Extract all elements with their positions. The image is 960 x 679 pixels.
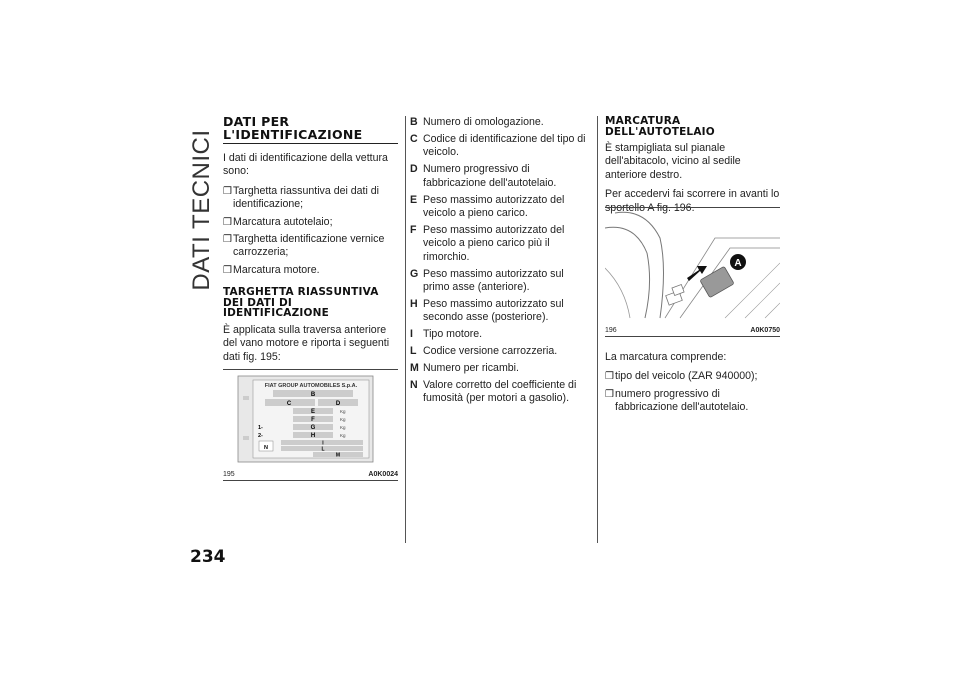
chassis-marking-illustration — [605, 208, 780, 323]
column-1 — [223, 116, 398, 370]
svg-text:I: I — [322, 440, 324, 447]
svg-text:M: M — [335, 452, 341, 459]
definition-item: L Codice versione carrozzeria. — [410, 345, 558, 358]
identification-plate-illustration — [223, 374, 398, 469]
column-2 — [410, 116, 590, 409]
list-item: ❒Marcatura motore. — [223, 263, 320, 276]
list-item: ❒Targhetta riassuntiva dei dati di identificazione; — [223, 184, 380, 211]
paragraph: Per accedervi fai scorrere in avanti lo sportello A fig. 196. — [605, 188, 780, 214]
svg-text:1-: 1- — [258, 425, 263, 431]
list-item: ❒numero progressivo di fabbricazione dell'autotelaio. — [605, 387, 749, 414]
section-heading: MARCATURA DELL'AUTOTELAIO — [605, 115, 715, 138]
definition-item: N Valore corretto del coefficiente di fumosità (per motori a gasolio). — [410, 378, 577, 405]
svg-text:F: F — [311, 417, 315, 423]
paragraph: È stampigliata sul pianale dell'abitacolo, vicino al sedile anteriore destro. — [605, 142, 741, 181]
column-divider — [405, 116, 406, 543]
chapter-side-title-text: DATI TECNICI — [188, 129, 215, 291]
list-item: ❒tipo del veicolo (ZAR 940000); — [605, 370, 758, 383]
section-heading: DATI PER L'IDENTIFICAZIONE — [223, 116, 398, 144]
svg-text:L: L — [321, 446, 325, 453]
checkbox-bullet-icon: ❒ — [223, 185, 232, 197]
figure-196 — [605, 207, 780, 337]
definition-item: F Peso massimo autorizzato del veicolo a pieno carico più il rimorchio. — [410, 223, 565, 263]
definition-item: M Numero per ricambi. — [410, 362, 519, 374]
definition-item: B Numero di omologazione. — [410, 116, 544, 128]
intro-text: I dati di identificazione della vettura sono: — [223, 152, 388, 178]
list-item: ❒Marcatura autotelaio; — [223, 215, 333, 228]
svg-text:B: B — [310, 392, 316, 398]
definition-item: I Tipo motore. — [410, 328, 483, 341]
checkbox-bullet-icon: ❒ — [223, 234, 232, 246]
svg-text:G: G — [310, 425, 316, 431]
checkbox-bullet-icon: ❒ — [223, 264, 232, 276]
definition-item: E Peso massimo autorizzato del veicolo a pieno carico. — [410, 193, 565, 219]
svg-text:N: N — [264, 445, 268, 451]
svg-text:Kg: Kg — [340, 417, 346, 422]
svg-text:A: A — [734, 258, 742, 269]
checkbox-bullet-icon: ❒ — [605, 371, 614, 383]
svg-text:2-: 2- — [258, 433, 263, 439]
svg-text:Kg: Kg — [340, 425, 346, 430]
paragraph: La marcatura comprende: — [605, 351, 727, 363]
figure-code: A0K0750 — [750, 327, 780, 334]
svg-text:D: D — [335, 401, 341, 407]
figure-number: 195 — [223, 471, 235, 478]
svg-text:FIAT GROUP AUTOMOBILES S.p.A.: FIAT GROUP AUTOMOBILES S.p.A. — [264, 383, 358, 389]
chapter-side-title — [178, 100, 226, 320]
svg-text:E: E — [310, 409, 316, 415]
svg-text:H: H — [310, 433, 316, 439]
figure-195 — [223, 369, 398, 481]
checkbox-bullet-icon: ❒ — [605, 388, 614, 400]
definition-item: G Peso massimo autorizzato sul primo asse (anteriore). — [410, 267, 564, 293]
svg-text:C: C — [286, 401, 292, 407]
page-number: 234 — [190, 547, 226, 567]
definition-item: C Codice di identificazione del tipo di veicolo. — [410, 132, 586, 159]
column-divider — [597, 116, 598, 543]
figure-number: 196 — [605, 327, 617, 334]
definition-item: D Numero progressivo di fabbricazione dell'autotelaio. — [410, 163, 557, 189]
column-3-lower — [605, 351, 783, 419]
subsection-heading: TARGHETTA RIASSUNTIVA DEI DATI DI IDENTIFICAZIONE — [223, 286, 379, 320]
figure-code: A0K0024 — [368, 471, 398, 478]
svg-text:Kg: Kg — [340, 409, 346, 414]
definition-item: H Peso massimo autorizzato sul secondo asse (posteriore). — [410, 297, 564, 324]
svg-text:Kg: Kg — [340, 433, 346, 438]
subsection-text: È applicata sulla traversa anteriore del vano motore e riporta i seguenti dati fig. 195: — [223, 323, 390, 363]
checkbox-bullet-icon: ❒ — [223, 216, 232, 228]
list-item: ❒Targhetta identificazione vernice carrozzeria; — [223, 233, 385, 259]
column-3 — [605, 116, 783, 221]
